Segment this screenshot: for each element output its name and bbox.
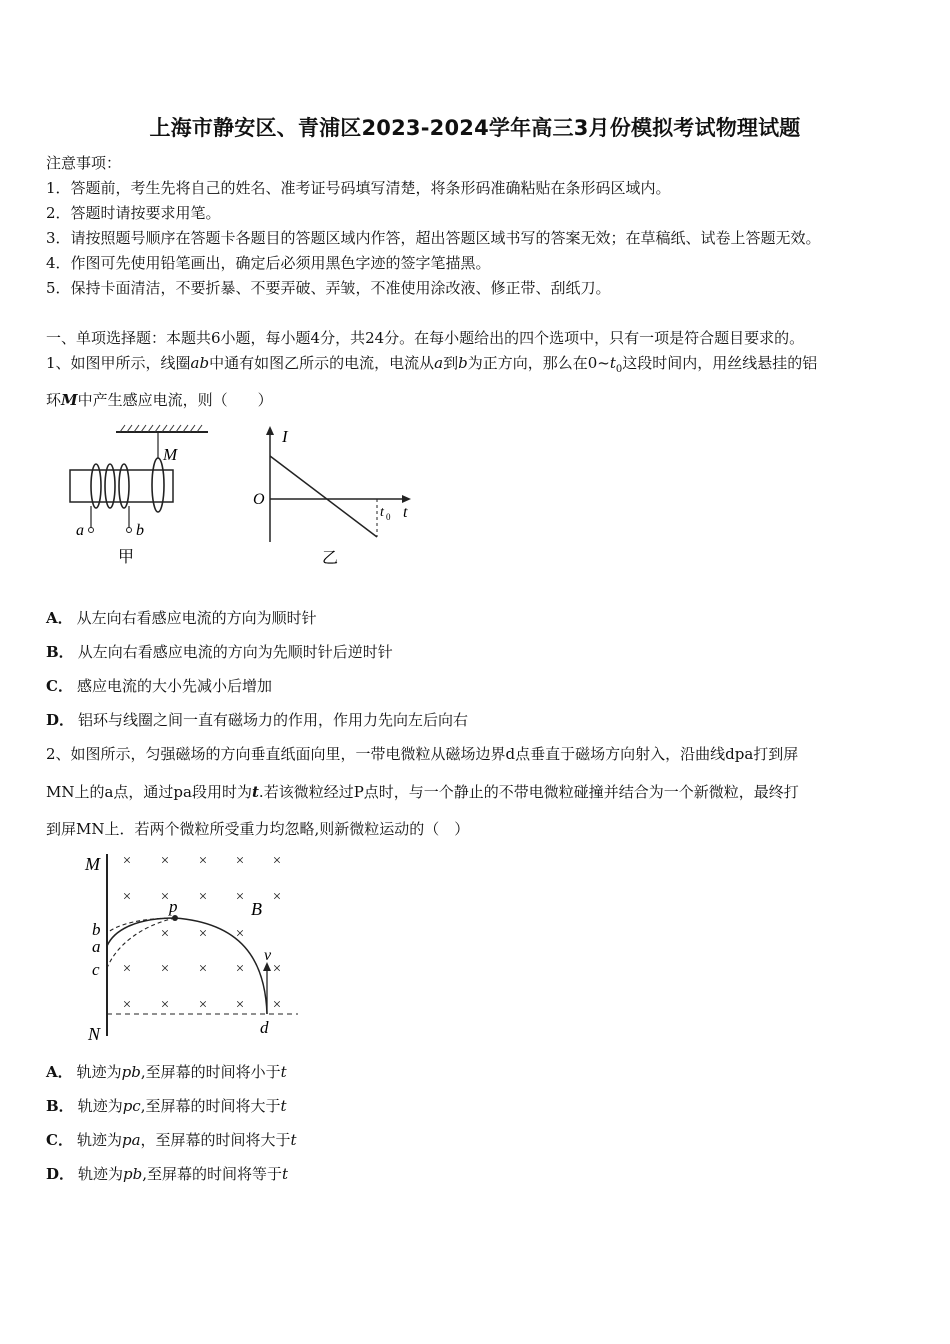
svg-text:×: × (160, 926, 170, 942)
q1-option-a[interactable]: A． 从左向右看感应电流的方向为顺时针 (46, 609, 317, 627)
label-N: N (88, 1024, 101, 1043)
terminal-b (127, 528, 132, 533)
label-d: d (260, 1018, 269, 1037)
current-line (270, 456, 377, 537)
svg-text:×: × (272, 961, 282, 977)
label-B: B (251, 899, 262, 919)
svg-text:×: × (272, 853, 282, 869)
svg-text:×: × (198, 997, 208, 1013)
svg-text:×: × (122, 853, 132, 869)
iron-core (70, 470, 173, 502)
label-O: O (253, 491, 265, 508)
figure-yi (245, 420, 425, 570)
notice-item: 3．请按照题号顺序在答题卡各题目的答题区域内作答，超出答题区域书写的答案无效；在草稿纸、试卷上答题无效。 (46, 229, 821, 247)
ceiling-hatch (120, 425, 202, 432)
svg-text:×: × (235, 889, 245, 905)
label-I: I (282, 427, 288, 446)
svg-text:×: × (122, 961, 132, 977)
svg-text:×: × (235, 961, 245, 977)
figure-magnetic-field (80, 848, 310, 1043)
notice-item: 5．保持卡面清洁，不要折暴、不要弄破、弄皱，不准使用涂改液、修正带、刮纸刀。 (46, 279, 611, 297)
label-M: M (163, 445, 178, 464)
terminal-a (89, 528, 94, 533)
label-b: b (136, 522, 144, 539)
section-heading: 一、单项选择题：本题共6小题，每小题4分，共24分。在每小题给出的四个选项中，只有一项是符合题目要求的。 (46, 329, 805, 347)
caption-jia: 甲 (118, 549, 135, 566)
svg-text:×: × (160, 997, 170, 1013)
q2-stem-line2: MN上的a点，通过pa段用时为t.若该微粒经过P点时，与一个静止的不带电微粒碰撞并结合为一个新微粒，最终打 (46, 783, 799, 801)
svg-text:×: × (198, 961, 208, 977)
aluminum-ring (152, 458, 164, 512)
figure-jia (60, 420, 220, 570)
svg-text:×: × (272, 997, 282, 1013)
q1-stem-line1: 1、如图甲所示，线圈ab中通有如图乙所示的电流，电流从a到b为正方向，那么在$0\sim t_0$这段时间内，用丝线悬挂的铝 (46, 354, 818, 375)
svg-text:×: × (160, 889, 170, 905)
q2-option-c[interactable]: C． 轨迹为pa，至屏幕的时间将大于t (46, 1131, 297, 1149)
svg-text:×: × (122, 997, 132, 1013)
label-a: a (92, 937, 101, 956)
notice-item: 2．答题时请按要求用笔。 (46, 204, 221, 222)
q2-option-b[interactable]: B． 轨迹为pc,至屏幕的时间将大于t (46, 1097, 287, 1115)
label-b: b (92, 920, 101, 939)
svg-text:×: × (160, 853, 170, 869)
svg-text:×: × (198, 926, 208, 942)
label-c: c (92, 960, 100, 979)
label-v: v (264, 947, 272, 964)
q2-option-d[interactable]: D． 轨迹为pb,至屏幕的时间将等于t (46, 1165, 289, 1183)
notice-item: 4．作图可先使用铅笔画出，确定后必须用黑色字迹的签字笔描黑。 (46, 254, 491, 272)
label-t: t (403, 504, 408, 521)
label-M: M (85, 854, 100, 874)
label-t0: t (380, 505, 384, 520)
svg-text:×: × (160, 961, 170, 977)
notice-item: 1．答题前，考生先将自己的姓名、准考证号码填写清楚，将条形码准确粘贴在条形码区域内。 (46, 179, 671, 197)
q2-option-a[interactable]: A． 轨迹为pb,至屏幕的时间将小于t (46, 1063, 287, 1081)
svg-text:×: × (198, 889, 208, 905)
svg-text:×: × (198, 853, 208, 869)
field-crosses (123, 853, 281, 1013)
q2-stem-line3: 到屏MN上．若两个微粒所受重力均忽略,则新微粒运动的（ ） (46, 820, 470, 838)
caption-yi: 乙 (322, 550, 339, 567)
svg-text:×: × (235, 853, 245, 869)
label-t0-sub: 0 (386, 512, 391, 522)
i-axis-arrow (266, 426, 274, 435)
svg-text:×: × (235, 997, 245, 1013)
label-a: a (76, 522, 84, 539)
svg-text:×: × (122, 889, 132, 905)
q2-stem-line1: 2、如图所示，匀强磁场的方向垂直纸面向里，一带电微粒从磁场边界d点垂直于磁场方向射入，沿曲线dpa打到屏 (46, 745, 799, 763)
q1-option-d[interactable]: D． 铝环与线圈之间一直有磁场力的作用，作用力先向左后向右 (46, 711, 469, 729)
q1-stem-line2: 环M中产生感应电流，则（ ） (46, 391, 273, 409)
notice-heading: 注意事项： (46, 154, 122, 172)
t-axis-arrow (402, 495, 411, 503)
svg-text:×: × (235, 926, 245, 942)
q1-option-b[interactable]: B． 从左向右看感应电流的方向为先顺时针后逆时针 (46, 643, 393, 661)
q1-option-c[interactable]: C． 感应电流的大小先减小后增加 (46, 677, 272, 695)
page-title: 上海市静安区、青浦区2023-2024学年高三3月份模拟考试物理试题 (149, 116, 801, 140)
svg-text:×: × (272, 889, 282, 905)
label-p: p (169, 897, 178, 916)
